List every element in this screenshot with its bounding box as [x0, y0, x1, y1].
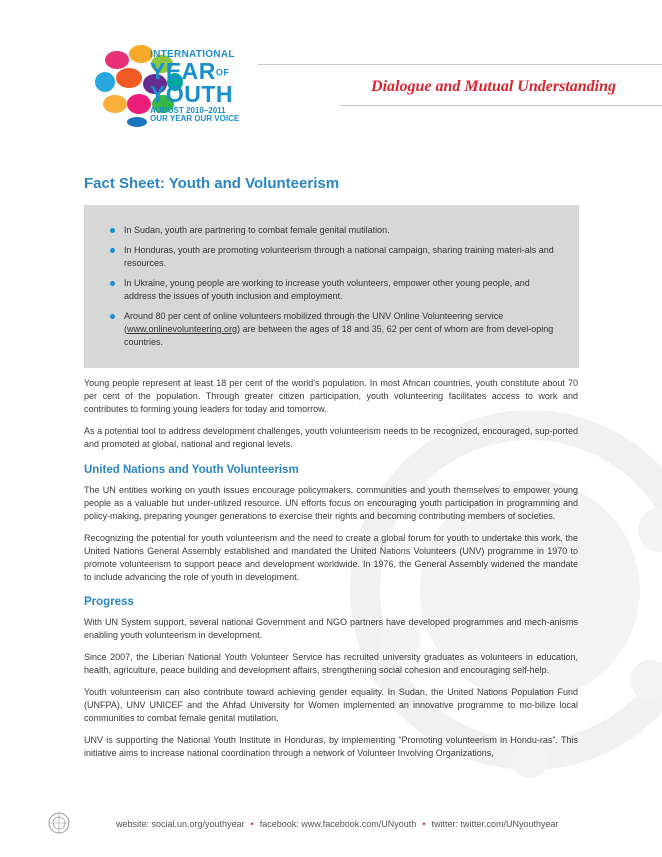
intro-paragraph: As a potential tool to address development challenges, youth volunteerism needs to be recognized, encouraged, sup-ported and promoted at global, national and regional levels. — [84, 426, 578, 449]
logo-line-youth: YOUTH — [150, 81, 233, 107]
logo-line-tagline: OUR YEAR OUR VOICE — [150, 114, 240, 123]
un-emblem-icon — [48, 812, 70, 834]
footer-facebook-link[interactable]: facebook: www.facebook.com/UNyouth — [259, 819, 417, 829]
heading-un-youth-volunteerism: United Nations and Youth Volunteerism — [84, 464, 299, 476]
body-paragraph: The UN entities working on youth issues encourage policymakers, communities and youth themselves to empower young people as a valuable but under-utilized resource. UN efforts focus on encouraging youth participation in programming and policy-making, preparing younger generations to exercise their rights and becoming contributing members of societies. — [84, 485, 578, 521]
logo-line-dates: AUGUST 2010–2011 — [150, 106, 226, 115]
main-content — [84, 377, 578, 769]
section-title: Dialogue and Mutual Understanding — [371, 78, 616, 95]
page-title: Fact Sheet: Youth and Volunteerism — [84, 175, 340, 192]
body-paragraph: UNV is supporting the National Youth Institute in Honduras, by implementing “Promoting volunteerism in Hondu-ras”. This initiative aims to increase national coordination through a network of Volunteer Involving Organizations, — [84, 735, 578, 758]
footer-links — [116, 819, 559, 829]
logo-line-year: YEAROF — [150, 58, 230, 84]
highlights-box — [84, 205, 579, 368]
footer-separator: • — [422, 819, 426, 829]
header-rule-bottom — [340, 105, 662, 106]
highlights-list — [84, 205, 579, 349]
footer-separator: • — [250, 819, 254, 829]
logo-wordmark — [150, 50, 239, 123]
header-rule-top — [258, 64, 662, 65]
body-paragraph: Since 2007, the Liberian National Youth Volunteer Service has recruited university graduates as volunteers in education, health, agriculture, peace building and development affairs, strengthening social cohesion and encouraging self-help. — [84, 652, 578, 675]
body-paragraph: Recognizing the potential for youth volunteerism and the need to create a global forum for youth to undertake this work, the United Nations General Assembly established and mandated the United Nations Volunteers (UNV) programme in 1970 to promote volunteerism to support peace and development worldwide. In 1976, the General Assembly widened the mandate to include advancing the role of youth in development. — [84, 533, 578, 582]
footer-website-link[interactable]: website: social.un.org/youthyear — [116, 819, 245, 829]
highlight-item: In Honduras, youth are promoting volunteerism through a national campaign, sharing training materi-als and resources. — [124, 244, 561, 270]
highlight-item: Around 80 per cent of online volunteers mobilized through the UNV Online Volunteering service (www.onlinevolunteering.org) are between the ages of 18 and 35, 62 per cent of whom are from devel-oping countries. — [124, 310, 561, 349]
intro-paragraph: Young people represent at least 18 per cent of the world’s population. In most African countries, youth constitute about 70 per cent of the population. Through greater citizen participation, youth volunteering facilitates access to work and contributes to forming young leaders for today and tomorrow. — [84, 378, 578, 414]
heading-progress: Progress — [84, 596, 134, 608]
footer-twitter-link[interactable]: twitter: twitter.com/UNyouthyear — [431, 819, 559, 829]
body-paragraph: Youth volunteerism can also contribute toward achieving gender equality. In Sudan, the United Nations Population Fund (UNFPA), UNV UNICEF and the Ahfad University for Women implemented an innovative programme to mo-bilize local communities to combat female genital mutilation. — [84, 687, 578, 723]
page-footer — [0, 812, 662, 842]
highlight-item: In Ukraine, young people are working to increase youth volunteers, empower other young people, and address the issues of youth inclusion and employment. — [124, 277, 561, 303]
highlight-item: In Sudan, youth are partnering to combat female genital mutilation. — [124, 224, 561, 237]
logo-line-international: INTERNATIONAL — [150, 49, 235, 60]
logo-line-of: OF — [215, 67, 230, 78]
onlinevolunteering-link[interactable]: www.onlinevolunteering.org — [127, 324, 238, 334]
body-paragraph: With UN System support, several national Government and NGO partners have developed programmes and mech-anisms enabling youth volunteerism in development. — [84, 617, 578, 640]
